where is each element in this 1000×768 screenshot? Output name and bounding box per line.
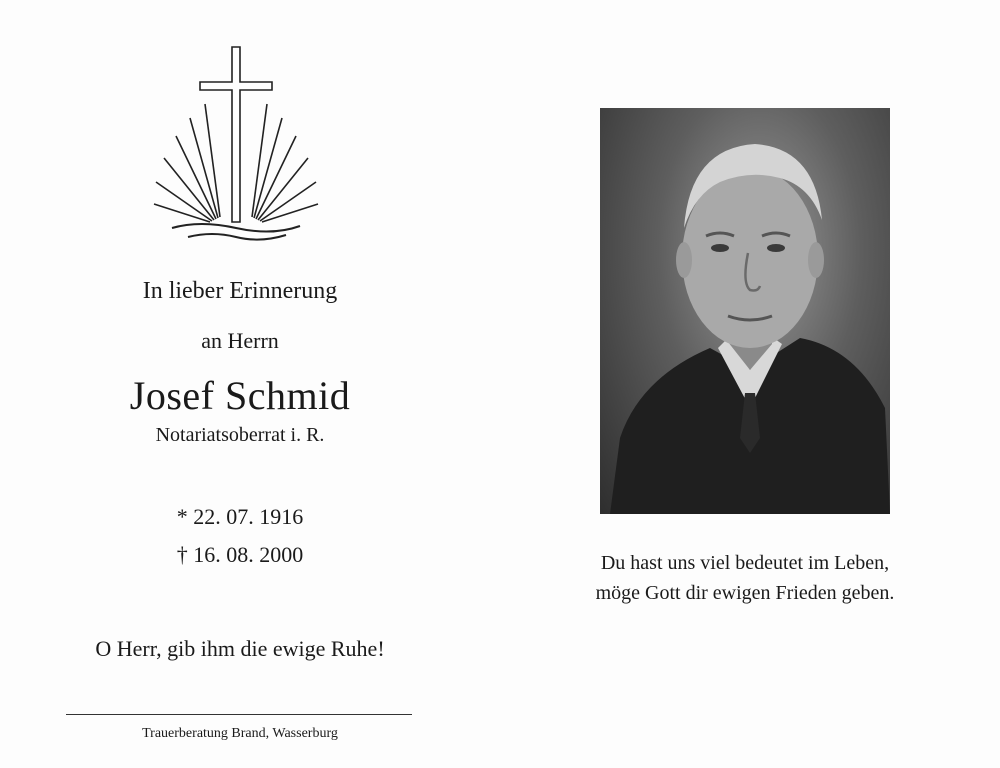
portrait-photo [600,108,890,514]
cross-sunrise-icon [150,42,320,252]
verse-line-2: möge Gott dir ewigen Frieden geben. [595,582,895,604]
deceased-title: Notariatsoberrat i. R. [155,424,325,446]
undertaker-credit: Trauerberatung Brand, Wasserburg [142,726,338,741]
divider [66,714,412,715]
verse-line-1: Du hast uns viel bedeutet im Leben, [600,552,890,574]
honorific: an Herrn [201,328,279,353]
portrait-illustration [600,108,890,514]
prayer-line: O Herr, gib ihm die ewige Ruhe! [95,636,385,661]
memory-line: In lieber Erinnerung [142,278,338,304]
deceased-name: Josef Schmid [129,373,351,418]
death-date: † 16. 08. 2000 [176,542,304,567]
birth-date: * 22. 07. 1916 [176,504,304,529]
